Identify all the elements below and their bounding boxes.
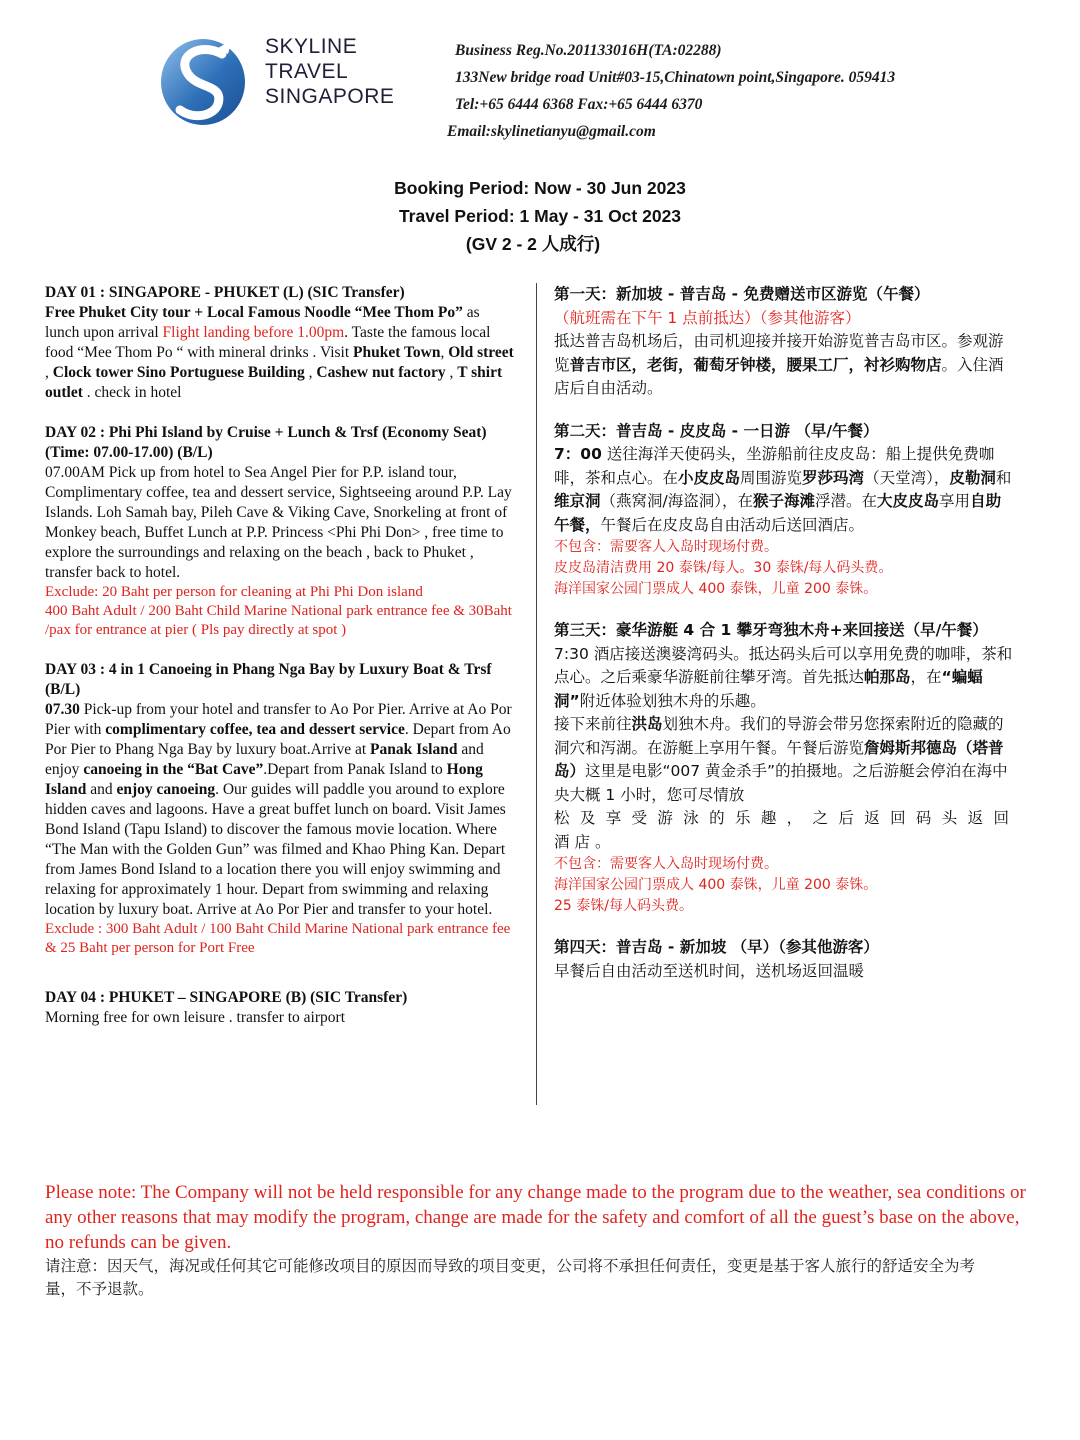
text-bold: Free Phuket City tour + Local Famous Noodle “Mee Thom Po” xyxy=(45,304,463,321)
text-bold: Phuket Town xyxy=(353,344,441,361)
day-body xyxy=(45,700,515,920)
text: . Depart from Ao Por Pier to Phang Nga Bay by luxury boat.Arrive at xyxy=(45,721,511,758)
text-bold: 7：00 xyxy=(554,445,602,463)
cn-day-03 xyxy=(554,619,1014,917)
day-body: 酒店。 xyxy=(554,832,616,851)
text-bold: “蝙蝠洞” xyxy=(554,668,983,710)
text: 附近体验划独木舟的乐趣。 xyxy=(579,691,766,710)
day-body xyxy=(554,713,1014,807)
travel-period: Travel Period: 1 May - 31 Oct 2023 xyxy=(398,206,682,226)
text-bold: 帕那岛 xyxy=(864,668,911,686)
day-body xyxy=(45,303,515,403)
text: , xyxy=(45,364,53,381)
text-bold: 猴子海滩 xyxy=(753,492,816,510)
disclaimer-chinese: 请注意：因天气，海况或任何其它可能修改项目的原因而导致的项目变更，公司将不承担任何责任，变更是基于客人旅行的舒适安全为考量，不予退款。 xyxy=(45,1257,976,1298)
en-day-04 xyxy=(45,988,515,1028)
company-logo xyxy=(160,34,246,126)
column-divider xyxy=(536,283,537,1105)
text-bold: complimentary coffee, tea and dessert service xyxy=(105,721,405,738)
en-day-01 xyxy=(45,283,515,403)
text: Pick-up from your hotel and transfer to Ao Por Pier. Arrive at Ao Por Pier with xyxy=(45,701,512,738)
text-bold: 普吉市区，老街，葡萄牙钟楼，腰果工厂，衬衫购物店 xyxy=(569,355,942,374)
day-title: DAY 01 : SINGAPORE - PHUKET (L) (SIC Transfer) xyxy=(45,284,405,301)
brand-line: SINGAPORE xyxy=(265,85,395,108)
text-bold: T shirt outlet xyxy=(45,364,503,401)
booking-period: Booking Period: Now - 30 Jun 2023 xyxy=(394,178,686,198)
day-title: 第三天：豪华游艇 4 合 1 攀牙弯独木舟+来回接送（早/午餐） xyxy=(554,621,988,639)
text: and enjoy xyxy=(45,741,484,778)
text-bold: 洪岛 xyxy=(631,715,663,733)
itinerary-chinese xyxy=(554,283,1014,1002)
business-reg: Business Reg.No.201133016H(TA:02288) xyxy=(455,42,722,59)
day-body-justified: 松及享受游泳的乐趣，之后返回码头返回 xyxy=(554,809,1014,827)
en-day-02 xyxy=(45,423,515,640)
day-body: Morning free for own leisure . transfer to airport xyxy=(45,1009,345,1026)
day-title: DAY 02 : Phi Phi Island by Cruise + Lunch & Trsf (Economy Seat) (Time: 07.00-17.00) (B/L) xyxy=(45,424,487,461)
text: 享用 xyxy=(939,492,971,510)
exclude-note: Exclude: 20 Baht per person for cleaning at Phi Phi Don island xyxy=(45,584,423,600)
exclude-note: 海洋国家公园门票成人 400 泰铢，儿童 200 泰铢。 xyxy=(554,877,878,893)
text: 。入住酒店后自由活动。 xyxy=(554,355,1004,397)
text: and xyxy=(86,781,117,798)
exclude-note: 25 泰铢/每人码头费。 xyxy=(554,898,693,914)
text: （燕窝洞/海盗洞），在 xyxy=(600,492,753,510)
text: .Depart from Panak Island to xyxy=(263,761,447,778)
day-body: 早餐后自由活动至送机时间，送机场返回温暖 xyxy=(554,961,865,980)
text-bold: 罗莎玛湾 xyxy=(802,468,865,487)
day-body xyxy=(554,443,1014,537)
exclude-note: Exclude : 300 Baht Adult / 100 Baht Child Marine National park entrance fee & 25 Baht per person for Port Free xyxy=(45,921,511,956)
text: 送往海洋天使码头，坐游船前往皮皮岛：船上提供免费咖啡，茶和点心。在 xyxy=(554,445,995,487)
text: 7:30 酒店接送澳婆湾码头。抵达码头后可以享用免费的咖啡，茶和点心。之后乘豪华游艇前往攀牙湾。首先抵达 xyxy=(554,644,1013,686)
itinerary-english xyxy=(45,283,515,1048)
text: （天堂湾）， xyxy=(864,468,950,487)
text: 划独木舟。我们的导游会带另您探索附近的隐藏的洞穴和泻湖。在游艇上享用午餐。午餐后游览 xyxy=(554,715,1004,757)
brand-line: SKYLINE xyxy=(265,35,358,58)
text: 和 xyxy=(995,468,1012,487)
text-bold: Clock tower Sino Portuguese Building xyxy=(52,364,305,381)
text-bold: 维京洞 xyxy=(554,492,601,510)
text-bold: canoeing in the “Bat Cave” xyxy=(83,761,264,778)
text: , xyxy=(304,364,317,381)
phone-fax: Tel:+65 6444 6368 Fax:+65 6444 6370 xyxy=(455,96,703,113)
text-bold: enjoy canoeing xyxy=(116,781,216,798)
cn-day-02 xyxy=(554,420,1014,601)
exclude-note: 皮皮岛清洁费用 20 泰铢/每人。30 泰铢/每人码头费。 xyxy=(554,560,893,576)
text: 浮潜。在 xyxy=(815,492,878,510)
exclude-note: 不包含：需要客人入岛时现场付费。 xyxy=(554,539,778,555)
text-red: Flight landing before 1.00pm xyxy=(162,324,345,341)
text: as lunch upon arrival xyxy=(45,304,480,341)
cn-day-04 xyxy=(554,936,1014,983)
disclaimer-english: Please note: The Company will not be held responsible for any change made to the program due to the weather, sea conditions or any other reasons that may modify the program, change are made for the safety and comfort of all the guest’s base on the above, no refunds can be given. xyxy=(45,1182,1026,1253)
text-bold: 07.30 xyxy=(45,701,80,718)
text: ，在 xyxy=(910,668,942,686)
day-body xyxy=(554,643,1014,714)
text-bold: 大皮皮岛 xyxy=(877,492,940,510)
text-bold: 自助午餐， xyxy=(554,492,1002,534)
day-title: 第一天：新加坡 - 普吉岛 - 免费赠送市区游览（午餐） xyxy=(554,285,930,303)
text: . Our guides will paddle you around to explore hidden caves and lagoons. Have a great buffet lunch on board. Visit James Bond Island (Tapu Island) to discover the famous movie location. Where “The Man with the Golden Gun” was filmed and Khao Phing Kan. Depart from James Bond Island to a location there you will enjoy swimming and relaxing for approximately 1 hour. Depart from swimming and relaxing location by luxury boat. Arrive at Ao Por Pier and transfer to your hotel. xyxy=(45,781,506,918)
text: 这里是电影“007 黄金杀手”的拍摄地。之后游艇会停泊在海中央大概 1 小时，您可尽情放 xyxy=(554,762,1008,804)
day-title: DAY 04 : PHUKET – SINGAPORE (B) (SIC Transfer) xyxy=(45,989,408,1006)
cn-day-01 xyxy=(554,283,1014,401)
text-bold: Cashew nut factory xyxy=(316,364,446,381)
text-bold: Panak Island xyxy=(370,741,458,758)
day-title: 第四天：普吉岛 - 新加坡 （早）（参其他游客） xyxy=(554,938,879,956)
address: 133New bridge road Unit#03-15,Chinatown point,Singapore. 059413 xyxy=(455,69,896,86)
brand-name xyxy=(265,34,394,109)
text: 午餐后在皮皮岛自由活动后送回酒店。 xyxy=(600,515,865,534)
email: Email:skylinetianyu@gmail.com xyxy=(447,123,656,140)
day-title: DAY 03 : 4 in 1 Canoeing in Phang Nga Bay by Luxury Boat & Trsf (B/L) xyxy=(45,661,492,698)
day-body: 07.00AM Pick up from hotel to Sea Angel Pier for P.P. island tour, Complimentary coffee, tea and dessert service, Sightseeing around P.P. Lay Islands. Loh Samah bay, Pileh Cave & Viking Cave, Snorkeling at front of Monkey beach, Buffet Lunch at P.P. Princess <Phi Phi Don> , free time to explore the surroundings and relaxing on the beach , back to Phuket , transfer back to hotel. xyxy=(45,464,512,581)
exclude-note: 400 Baht Adult / 200 Baht Child Marine National park entrance fee & 30Baht /pax for entrance at pier ( Pls pay directly at spot ) xyxy=(45,603,512,638)
company-info xyxy=(447,37,896,145)
text: , xyxy=(445,364,458,381)
text-bold: Old street xyxy=(448,344,514,361)
text: 周围游览 xyxy=(740,468,803,487)
exclude-note: 海洋国家公园门票成人 400 泰铢，儿童 200 泰铢。 xyxy=(554,581,878,597)
exclude-note: 不包含：需要客人入岛时现场付费。 xyxy=(554,856,778,872)
flight-note: （航班需在下午 1 点前抵达）（参其他游客） xyxy=(554,308,861,327)
text: 接下来前往 xyxy=(554,715,632,733)
day-body xyxy=(554,330,1014,401)
en-day-03 xyxy=(45,660,515,958)
day-title: 第二天：普吉岛 - 皮皮岛 - 一日游 （早/午餐） xyxy=(554,421,879,440)
text: . check in hotel xyxy=(82,384,182,401)
brand-line: TRAVEL xyxy=(265,60,349,83)
text: . Taste the famous local food “Mee Thom Po “ with mineral drinks . Visit xyxy=(45,324,491,361)
text-bold: 詹姆斯邦德岛（塔普岛） xyxy=(554,738,1004,780)
text: , xyxy=(440,344,449,361)
text: 抵达普吉岛机场后，由司机迎接并接开始游览普吉岛市区。参观游览 xyxy=(554,332,1004,374)
text-bold: 小皮皮岛 xyxy=(678,468,741,487)
text-bold: 皮勒洞 xyxy=(949,468,996,487)
group-size: (GV 2 - 2 人成行) xyxy=(465,234,601,254)
text-bold: Hong Island xyxy=(45,761,483,798)
period-block xyxy=(0,174,1080,258)
